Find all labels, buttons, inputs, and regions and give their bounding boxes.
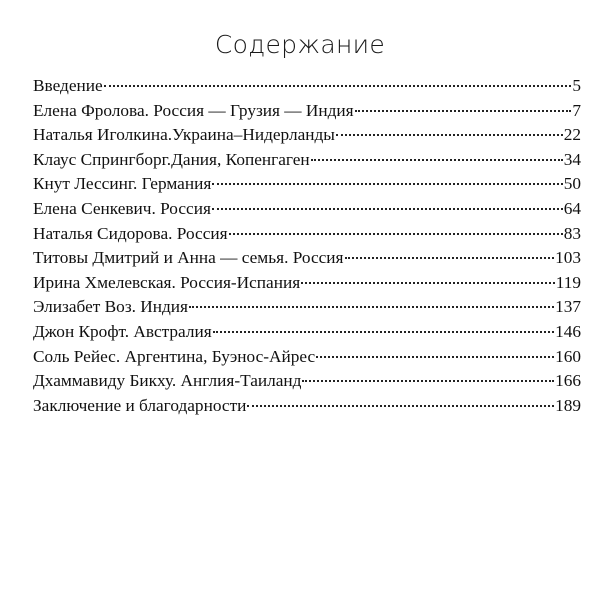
toc-entry-title: Соль Рейес. Аргентина, Буэнос-Айрес — [33, 346, 316, 366]
toc-entry-title: Кнут Лессинг. Германия — [33, 174, 212, 194]
dot-leader — [212, 208, 563, 210]
toc-entry-page-number: 137 — [555, 297, 581, 317]
dot-leader — [345, 257, 555, 259]
toc-entry — [33, 320, 581, 345]
toc-entry-title: Введение — [33, 76, 103, 95]
toc-entry — [33, 271, 581, 296]
toc-entry — [33, 222, 581, 247]
dot-leader — [336, 134, 563, 136]
dot-leader — [189, 306, 554, 308]
toc-entry — [33, 295, 581, 320]
toc-entry-title: Титовы Дмитрий и Анна — семья. Россия — [33, 248, 344, 268]
toc-entry-page-number: 7 — [572, 100, 581, 120]
toc-entry-title: Наталья Сидорова. Россия — [33, 223, 228, 243]
toc-entry-page-number: 119 — [555, 272, 581, 292]
dot-leader — [301, 282, 555, 284]
page-title: Содержание — [214, 30, 386, 59]
toc-entry — [33, 197, 581, 222]
toc-entry — [33, 74, 581, 99]
toc-entry — [33, 394, 581, 419]
toc-entry — [33, 123, 581, 148]
dot-leader — [247, 405, 554, 407]
dot-leader — [104, 85, 572, 87]
toc-entry-page-number: 22 — [563, 125, 581, 145]
toc-entry-page-number: 103 — [555, 248, 581, 268]
dot-leader — [311, 159, 563, 161]
toc-entry-page-number: 50 — [563, 174, 581, 194]
toc-entry-page-number: 64 — [563, 198, 581, 218]
toc-entry-title: Дхаммавиду Бикху. Англия-Таиланд — [33, 371, 302, 391]
toc-entry-title: Наталья Иголкина.Украина–Нидерланды — [33, 125, 335, 145]
toc-entry-title: Елена Сенкевич. Россия — [33, 198, 211, 218]
toc-entry — [33, 246, 581, 271]
table-of-contents — [33, 74, 581, 418]
toc-entry-page-number: 83 — [563, 223, 581, 243]
toc-entry — [33, 172, 581, 197]
toc-entry-page-number: 146 — [555, 321, 581, 341]
toc-entry — [33, 99, 581, 124]
toc-entry-page-number: 34 — [563, 149, 581, 169]
toc-entry — [33, 369, 581, 394]
dot-leader — [355, 110, 572, 112]
toc-entry-page-number: 189 — [555, 395, 581, 415]
toc-entry-title: Заключение и благодарности — [33, 395, 247, 415]
dot-leader — [212, 183, 562, 185]
toc-entry-page-number: 5 — [572, 76, 581, 95]
toc-entry-title: Джон Крофт. Австралия — [33, 321, 212, 341]
dot-leader — [302, 380, 554, 382]
toc-entry-title: Клаус Спрингборг.Дания, Копенгаген — [33, 149, 310, 169]
dot-leader — [316, 356, 554, 358]
toc-entry-title: Элизабет Воз. Индия — [33, 297, 189, 317]
toc-entry — [33, 148, 581, 173]
toc-entry-page-number: 160 — [555, 346, 581, 366]
toc-entry-title: Елена Фролова. Россия — Грузия — Индия — [33, 100, 354, 120]
toc-entry-title: Ирина Хмелевская. Россия-Испания — [33, 272, 301, 292]
dot-leader — [213, 331, 554, 333]
toc-entry — [33, 345, 581, 370]
toc-entry-page-number: 166 — [555, 371, 581, 391]
dot-leader — [229, 233, 563, 235]
